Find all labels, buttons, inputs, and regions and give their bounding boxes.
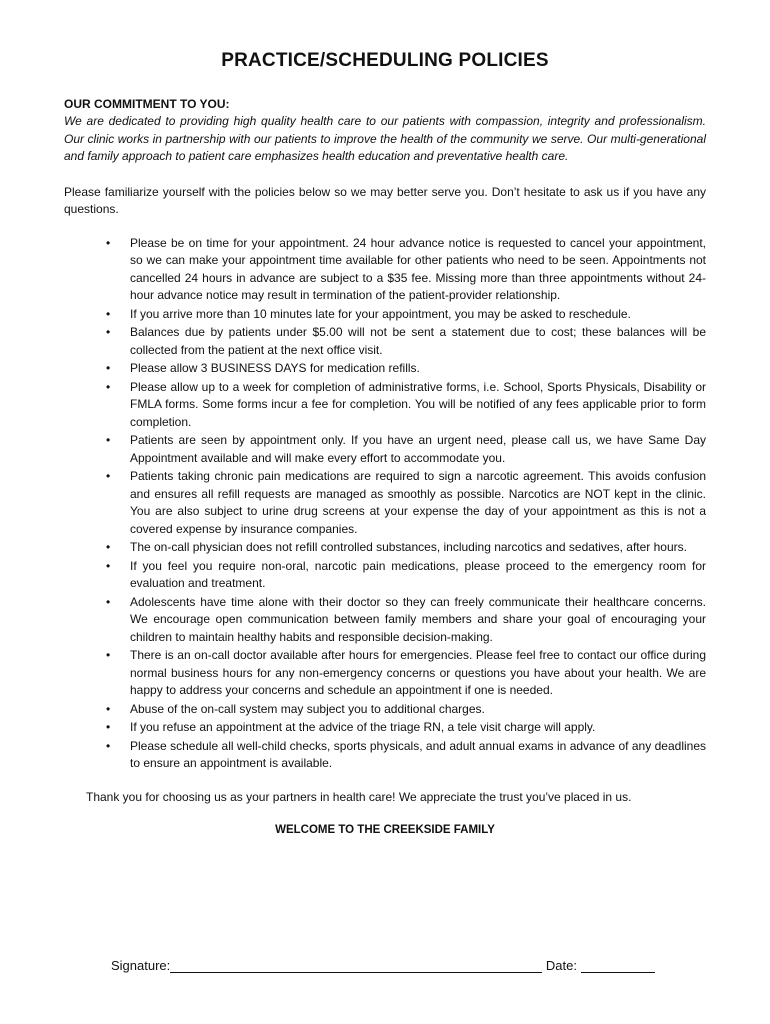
commitment-heading: OUR COMMITMENT TO YOU: — [64, 97, 230, 111]
policy-item — [106, 360, 706, 378]
policy-text: Patients taking chronic pain medications are required to sign a narcotic agreement. This avoids confusion and ensures all refill requests are managed as smoothly as possible. Narcotics are NOT kept in the clinic. You are also subject to urine drug screens at your expense the day of your appointment as this is not a covered expense by insurance companies. — [130, 469, 706, 536]
signature-label: Signature: — [111, 958, 171, 973]
policy-text: Please schedule all well-child checks, sports physicals, and adult annual exams in advance of any deadlines to ensure an appointment is available. — [130, 738, 706, 770]
policy-text: Please be on time for your appointment. 24 hour advance notice is requested to cancel your appointment, so we can make your appointment time available for other patients who need to be seen. Appointments not cancelled 24 hours in advance are subject to a $35 fee. Missing more than three appointments without 24-hour advance notice may result in termination of the patient-provider relationship. — [130, 235, 706, 302]
signature-field[interactable] — [170, 958, 542, 973]
policy-text: Balances due by patients under $5.00 will not be sent a statement due to cost; these balances will be collected from the patient at the next office visit. — [130, 325, 706, 357]
policy-item — [106, 738, 706, 773]
policy-text: Patients are seen by appointment only. If you have an urgent need, please call us, we have Same Day Appointment available and will make every effort to accommodate you. — [130, 433, 706, 465]
bullet-icon: • — [106, 379, 111, 394]
policy-item — [106, 324, 706, 359]
policy-item — [106, 379, 706, 432]
policy-item — [106, 558, 706, 593]
page-title: PRACTICE/SCHEDULING POLICIES — [221, 50, 549, 71]
bullet-icon: • — [106, 720, 111, 734]
thanks-paragraph: Thank you for choosing us as your partners in health care! We appreciate the trust you’ve placed in us. — [86, 789, 632, 804]
policy-text: The on-call physician does not refill controlled substances, including narcotics and sedatives, after hours. — [130, 540, 687, 554]
bullet-icon: • — [106, 648, 111, 662]
commitment-body: We are dedicated to providing high quality health care to our patients with compassion, integrity and professionalism. Our clinic works in partnership with our patients to improve the health of the community we serve. Our multi-generational and family approach to patient care emphasizes health education and preventative health care. — [64, 114, 706, 163]
policy-item — [106, 306, 706, 324]
signature-line — [111, 958, 655, 973]
policy-text: Please allow up to a week for completion of administrative forms, i.e. School, Sports Physicals, Disability or FMLA forms. Some forms incur a fee for completion. You will be notified of any fees applicable prior to form completion. — [130, 379, 706, 429]
intro-paragraph: Please familiarize yourself with the policies below so we may better serve you. Don’t hesitate to ask us if you have any questions. — [64, 184, 706, 216]
policy-item — [106, 647, 706, 700]
bullet-icon: • — [106, 738, 111, 753]
policy-item — [106, 719, 706, 737]
bullet-icon: • — [106, 325, 111, 339]
bullet-icon: • — [106, 558, 111, 573]
policy-text: Abuse of the on-call system may subject you to additional charges. — [130, 701, 485, 716]
bullet-icon: • — [106, 306, 111, 321]
bullet-icon: • — [106, 361, 111, 375]
welcome-heading: WELCOME TO THE CREEKSIDE FAMILY — [275, 823, 495, 836]
policy-item — [106, 701, 706, 719]
policy-item — [106, 594, 706, 647]
bullet-icon: • — [106, 594, 111, 609]
bullet-icon: • — [106, 540, 111, 554]
policy-list — [64, 235, 706, 773]
policy-text: There is an on-call doctor available after hours for emergencies. Please feel free to contact our office during normal business hours for any non-emergency concerns or questions you have about your health. We are happy to address your concerns and schedule an appointment if one is needed. — [130, 648, 706, 697]
date-field[interactable] — [581, 958, 655, 973]
date-label: Date: — [545, 958, 577, 973]
policy-text: If you feel you require non-oral, narcotic pain medications, please proceed to the emergency room for evaluation and treatment. — [130, 558, 706, 590]
policy-item — [106, 539, 706, 557]
policy-text: Please allow 3 BUSINESS DAYS for medication refills. — [130, 361, 420, 375]
bullet-icon: • — [106, 701, 111, 716]
policy-item — [106, 235, 706, 305]
policy-text: Adolescents have time alone with their doctor so they can freely communicate their healthcare concerns. We encourage open communication between family members and share your goal of encouraging your children to maintain healthy habits and responsible decision-making. — [130, 594, 706, 644]
policy-item — [106, 432, 706, 467]
bullet-icon: • — [106, 235, 111, 250]
bullet-icon: • — [106, 433, 111, 447]
policy-item — [106, 468, 706, 538]
policy-text: If you arrive more than 10 minutes late for your appointment, you may be asked to reschedule. — [130, 306, 631, 321]
policy-text: If you refuse an appointment at the advice of the triage RN, a tele visit charge will apply. — [130, 720, 596, 734]
bullet-icon: • — [106, 469, 111, 483]
